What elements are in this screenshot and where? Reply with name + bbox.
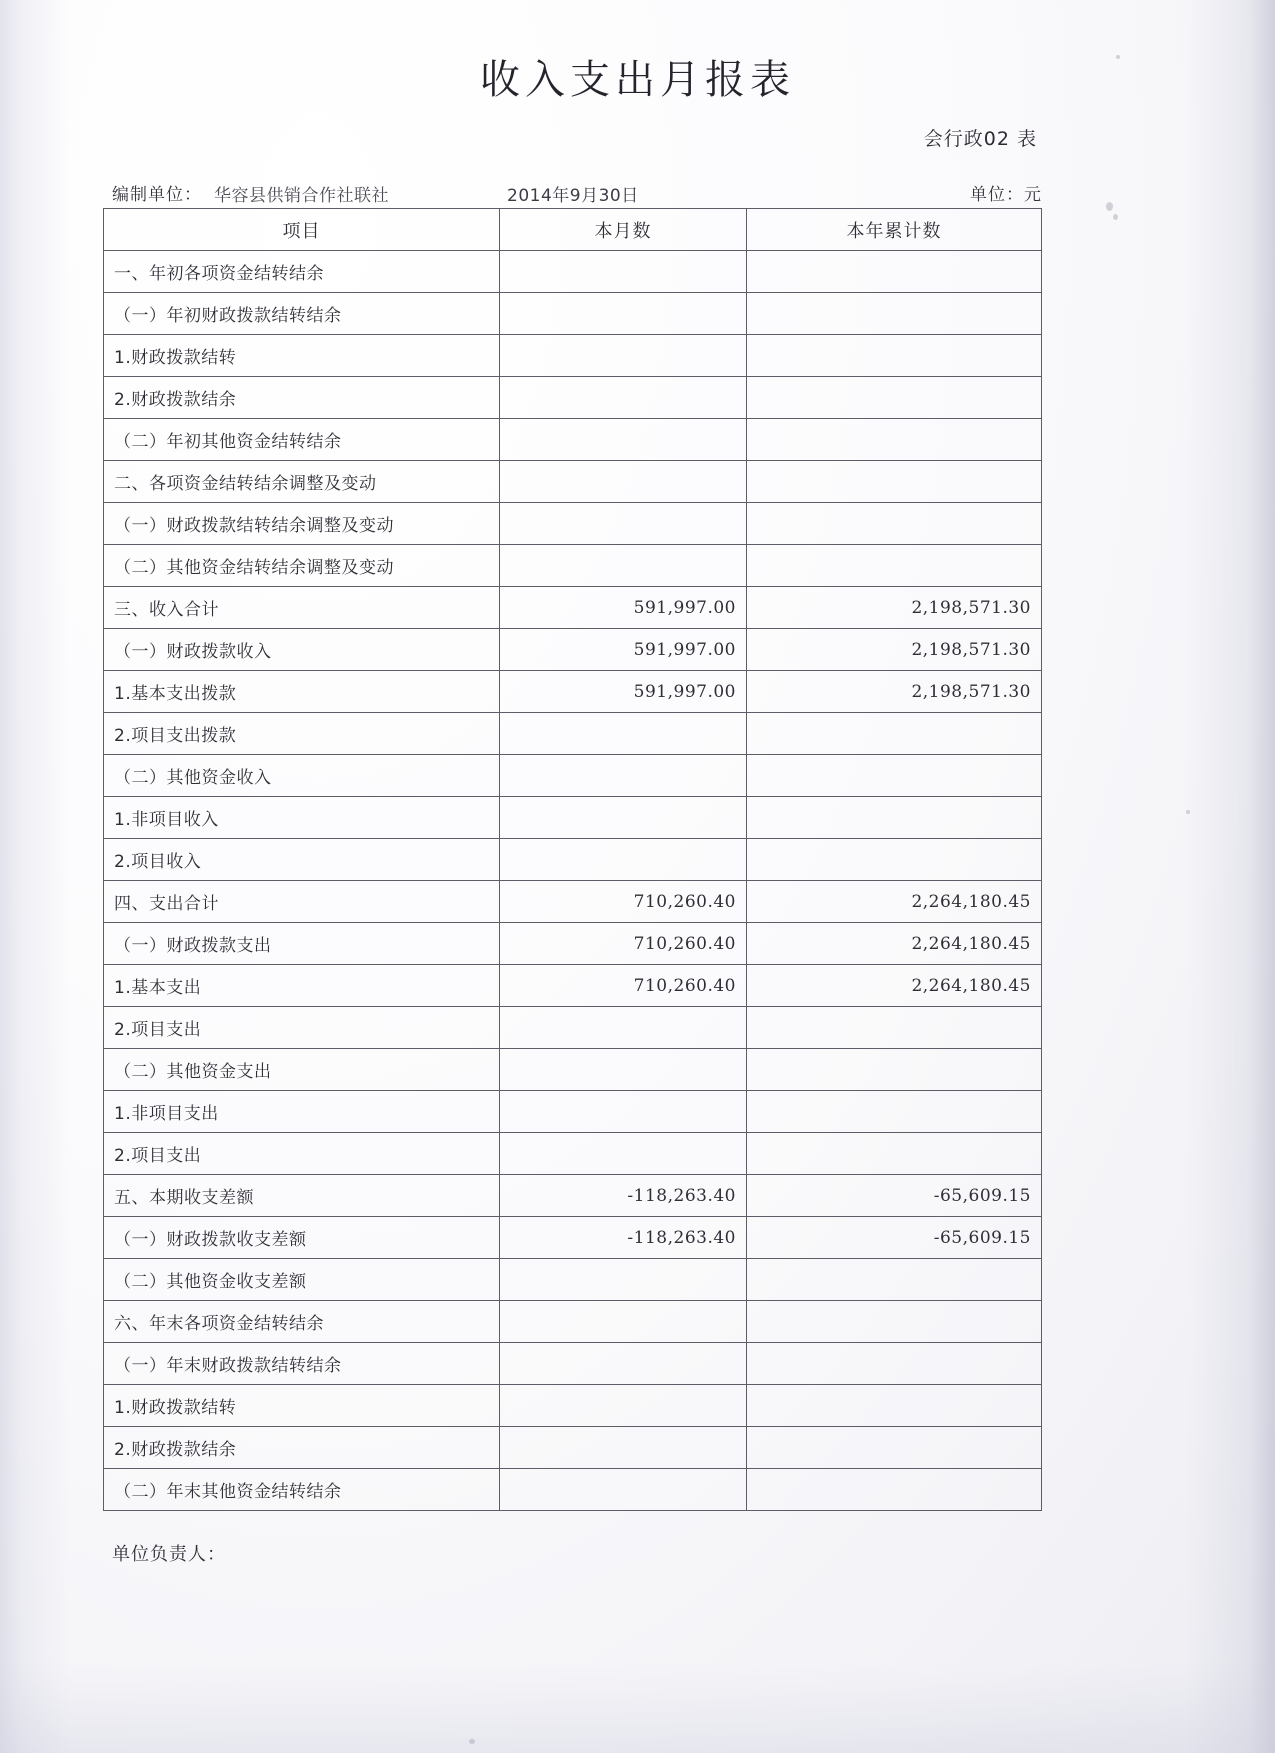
table-row (104, 1091, 1042, 1133)
table-row (104, 1343, 1042, 1385)
row-month-value: -118,263.40 (500, 1217, 747, 1259)
row-item-label: 五、本期收支差额 (104, 1175, 500, 1217)
row-month-value (500, 335, 747, 377)
row-year-value (747, 1427, 1042, 1469)
row-year-value (747, 419, 1042, 461)
row-year-value (747, 335, 1042, 377)
row-year-value: 2,264,180.45 (747, 965, 1042, 1007)
row-item-label: 2.财政拨款结余 (104, 1427, 500, 1469)
table-row (104, 587, 1042, 629)
scan-speck (1106, 202, 1113, 211)
row-month-value: 591,997.00 (500, 671, 747, 713)
row-month-value: -118,263.40 (500, 1175, 747, 1217)
table-row (104, 671, 1042, 713)
row-month-value (500, 1427, 747, 1469)
table-row (104, 1259, 1042, 1301)
table-row (104, 881, 1042, 923)
table-row (104, 1301, 1042, 1343)
row-month-value: 591,997.00 (500, 587, 747, 629)
table-row (104, 1049, 1042, 1091)
row-item-label: 1.财政拨款结转 (104, 335, 500, 377)
table-row (104, 503, 1042, 545)
table-header-row (104, 209, 1042, 251)
row-month-value: 710,260.40 (500, 965, 747, 1007)
page-title: 收入支出月报表 (480, 57, 795, 103)
table-row (104, 419, 1042, 461)
row-year-value: -65,609.15 (747, 1175, 1042, 1217)
row-year-value (747, 713, 1042, 755)
row-item-label: （一）年初财政拨款结转结余 (104, 293, 500, 335)
row-year-value (747, 461, 1042, 503)
table-row (104, 755, 1042, 797)
row-year-value (747, 839, 1042, 881)
row-item-label: （一）财政拨款支出 (104, 923, 500, 965)
row-month-value (500, 1469, 747, 1511)
form-code: 会行政02 表 (923, 128, 1037, 150)
row-month-value: 591,997.00 (500, 629, 747, 671)
table-body (104, 251, 1042, 1511)
table-row (104, 1133, 1042, 1175)
row-year-value: 2,198,571.30 (747, 587, 1042, 629)
column-header-item: 项目 (104, 209, 500, 251)
report-date: 2014年9月30日 (507, 186, 639, 206)
table-row (104, 377, 1042, 419)
report-meta (112, 180, 1042, 206)
row-month-value (500, 1301, 747, 1343)
row-item-label: 三、收入合计 (104, 587, 500, 629)
row-year-value: -65,609.15 (747, 1217, 1042, 1259)
row-month-value (500, 1259, 747, 1301)
row-item-label: 一、年初各项资金结转结余 (104, 251, 500, 293)
income-expense-table (103, 208, 1042, 1511)
column-header-month: 本月数 (500, 209, 747, 251)
row-year-value (747, 503, 1042, 545)
scan-speck (469, 1739, 475, 1744)
row-month-value (500, 1343, 747, 1385)
row-item-label: （一）财政拨款结转结余调整及变动 (104, 503, 500, 545)
unit-label: 编制单位： (112, 185, 202, 205)
row-item-label: （二）年末其他资金结转结余 (104, 1469, 500, 1511)
row-year-value (747, 1469, 1042, 1511)
table-row (104, 251, 1042, 293)
row-year-value (747, 1259, 1042, 1301)
row-month-value (500, 797, 747, 839)
row-item-label: 2.项目支出 (104, 1007, 500, 1049)
row-item-label: （一）年末财政拨款结转结余 (104, 1343, 500, 1385)
row-item-label: 1.基本支出拨款 (104, 671, 500, 713)
row-year-value (747, 1091, 1042, 1133)
table-row (104, 797, 1042, 839)
row-year-value (747, 545, 1042, 587)
row-item-label: （二）其他资金收入 (104, 755, 500, 797)
row-month-value (500, 1133, 747, 1175)
row-month-value (500, 377, 747, 419)
row-year-value (747, 1049, 1042, 1091)
row-month-value (500, 839, 747, 881)
row-item-label: （二）其他资金收支差额 (104, 1259, 500, 1301)
row-item-label: （一）财政拨款收支差额 (104, 1217, 500, 1259)
scan-speck (1186, 810, 1190, 814)
row-month-value (500, 1091, 747, 1133)
row-month-value: 710,260.40 (500, 923, 747, 965)
row-item-label: 六、年末各项资金结转结余 (104, 1301, 500, 1343)
row-year-value (747, 293, 1042, 335)
row-year-value: 2,198,571.30 (747, 629, 1042, 671)
row-item-label: 2.财政拨款结余 (104, 377, 500, 419)
table-row (104, 629, 1042, 671)
table-row (104, 1385, 1042, 1427)
row-item-label: 2.项目支出拨款 (104, 713, 500, 755)
row-year-value (747, 1007, 1042, 1049)
table-row (104, 1175, 1042, 1217)
row-item-label: （一）财政拨款收入 (104, 629, 500, 671)
row-item-label: 2.项目收入 (104, 839, 500, 881)
unit-value: 华容县供销合作社联社 (214, 186, 389, 206)
row-item-label: 1.非项目收入 (104, 797, 500, 839)
row-year-value (747, 1385, 1042, 1427)
table-row (104, 293, 1042, 335)
row-month-value: 710,260.40 (500, 881, 747, 923)
table-row (104, 545, 1042, 587)
row-item-label: （二）年初其他资金结转结余 (104, 419, 500, 461)
row-year-value: 2,264,180.45 (747, 923, 1042, 965)
row-month-value (500, 503, 747, 545)
row-year-value (747, 1343, 1042, 1385)
table-row (104, 335, 1042, 377)
row-month-value (500, 461, 747, 503)
row-month-value (500, 755, 747, 797)
row-month-value (500, 1385, 747, 1427)
table-row (104, 965, 1042, 1007)
row-year-value (747, 755, 1042, 797)
row-month-value (500, 419, 747, 461)
row-month-value (500, 1049, 747, 1091)
table-row (104, 1469, 1042, 1511)
row-item-label: 四、支出合计 (104, 881, 500, 923)
table-row (104, 461, 1042, 503)
row-year-value: 2,198,571.30 (747, 671, 1042, 713)
currency-unit-label: 单位：元 (970, 185, 1042, 205)
table-row (104, 1217, 1042, 1259)
row-item-label: 1.基本支出 (104, 965, 500, 1007)
row-item-label: （二）其他资金支出 (104, 1049, 500, 1091)
row-item-label: 2.项目支出 (104, 1133, 500, 1175)
responsible-person-label: 单位负责人： (112, 1544, 226, 1565)
row-year-value: 2,264,180.45 (747, 881, 1042, 923)
scan-speck (1113, 214, 1118, 220)
table-row (104, 1007, 1042, 1049)
row-year-value (747, 797, 1042, 839)
row-month-value (500, 1007, 747, 1049)
table-row (104, 1427, 1042, 1469)
row-month-value (500, 293, 747, 335)
row-month-value (500, 545, 747, 587)
column-header-year: 本年累计数 (747, 209, 1042, 251)
row-year-value (747, 1133, 1042, 1175)
row-item-label: 二、各项资金结转结余调整及变动 (104, 461, 500, 503)
row-item-label: 1.非项目支出 (104, 1091, 500, 1133)
row-year-value (747, 251, 1042, 293)
table-row (104, 713, 1042, 755)
row-year-value (747, 1301, 1042, 1343)
row-month-value (500, 251, 747, 293)
row-item-label: 1.财政拨款结转 (104, 1385, 500, 1427)
table-row (104, 839, 1042, 881)
row-year-value (747, 377, 1042, 419)
row-month-value (500, 713, 747, 755)
row-item-label: （二）其他资金结转结余调整及变动 (104, 545, 500, 587)
table-row (104, 923, 1042, 965)
